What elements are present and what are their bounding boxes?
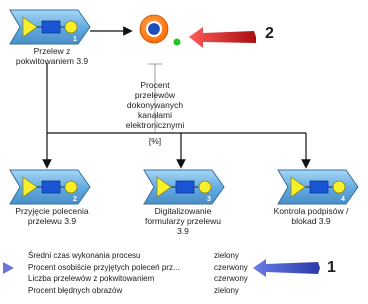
circle-icon [333, 181, 345, 193]
process-number: 2 [73, 196, 77, 203]
kpi-list-status: czerwony [214, 262, 248, 272]
kpi-list-status: zielony [214, 251, 239, 260]
kpi-list [20, 250, 260, 296]
process-node-2[interactable] [10, 170, 90, 204]
rectangle-icon [42, 181, 60, 193]
kpi-status-dot [174, 39, 181, 46]
circle-icon [199, 181, 211, 193]
kpi-list-row[interactable] [20, 273, 260, 285]
process-label-2: Przyjęcie polecenia przelewu 3.9 [15, 206, 89, 226]
kpi-list-row[interactable] [20, 285, 260, 297]
rectangle-icon [310, 181, 328, 193]
kpi-center [149, 24, 160, 35]
callout-number-2: 2 [265, 25, 274, 42]
kpi-list-row[interactable] [20, 262, 260, 274]
rectangle-icon [42, 21, 60, 33]
process-number: 4 [341, 196, 345, 203]
kpi-list-status: zielony [214, 285, 239, 295]
list-selection-marker-icon [3, 262, 14, 274]
callout-arrow-blue [253, 259, 320, 277]
process-label-1: Przelew z pokwitowaniem 3.9 [15, 46, 89, 66]
kpi-list-status: czerwony [214, 274, 248, 283]
callout-number-1: 1 [327, 259, 336, 276]
kpi-list-name: Procent błędnych obrazów [28, 285, 123, 295]
rectangle-icon [176, 181, 194, 193]
kpi-list-name: Procent osobiście przyjętych poleceń prz... [28, 262, 180, 272]
process-node-3[interactable] [144, 170, 224, 204]
process-node-4[interactable] [278, 170, 358, 204]
process-number: 3 [207, 196, 211, 203]
process-label-4: Kontrola podpisów / blokad 3.9 [273, 206, 349, 226]
kpi-list-row[interactable] [20, 250, 260, 262]
callout-arrow-red [189, 27, 256, 48]
kpi-list-name: Średni czas wykonania procesu [28, 251, 141, 260]
circle-icon [65, 21, 77, 33]
kpi-node[interactable] [140, 15, 181, 46]
kpi-list-name: Liczba przelewów z pokwitowaniem [28, 274, 155, 283]
process-label-3: Digitalizowanie formularzy przelewu 3.9 [144, 206, 222, 236]
process-node-1[interactable] [10, 10, 90, 44]
circle-icon [65, 181, 77, 193]
process-number: 1 [73, 36, 77, 43]
kpi-label: Procent przelewów dokonywanych kanałami elektronicznymi [%] [125, 80, 185, 146]
